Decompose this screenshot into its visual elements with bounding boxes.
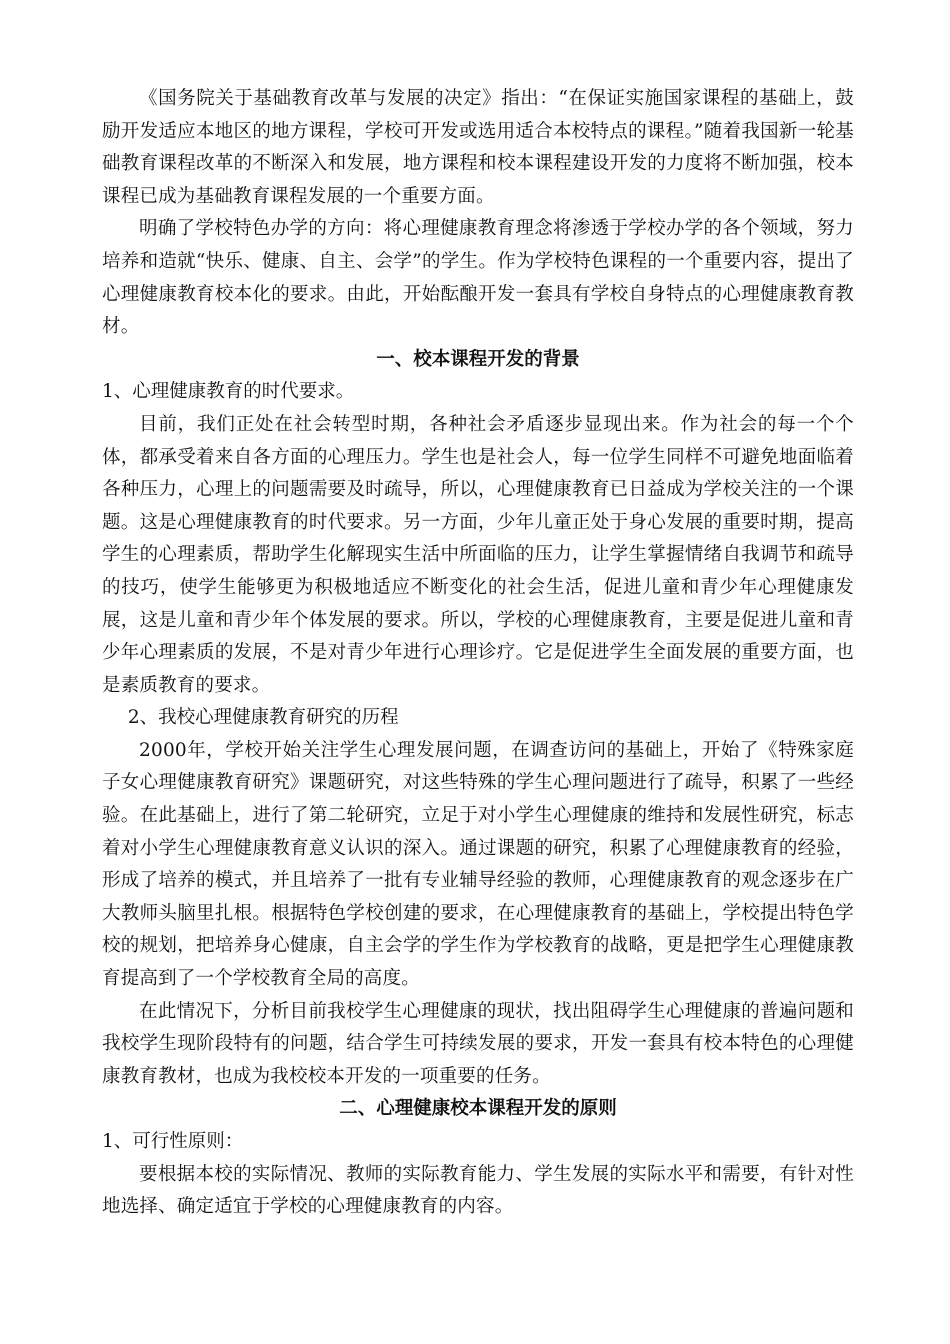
subheading-research-history: 2、我校心理健康教育研究的历程 — [127, 707, 399, 729]
section-heading-background: 一、校本课程开发的背景 — [376, 348, 580, 370]
paragraph-direction: 明确了学校特色办学的方向：将心理健康教育理念将渗透于学校办学的各个领域，努力培养和造就“快乐、健康、自主、会学”的学生。作为学校特色课程的一个重要内容，提出了心理健康教育校本化的要求。由此，开始酝酿开发一套具有学校自身特点的心理健康教育教材。 — [102, 218, 854, 338]
paragraph-intro: 《国务院关于基础教育改革与发展的决定》指出：“在保证实施国家课程的基础上，鼓励开发适应本地区的地方课程，学校可开发或选用适合本校特点的课程。”随着我国新一轮基础教育课程改革的不断深入和发展，地方课程和校本课程建设开发的力度将不断加强，校本课程已成为基础教育课程发展的一个重要方面。 — [102, 88, 854, 207]
paragraph-feasibility: 要根据本校的实际情况、教师的实际教育能力、学生发展的实际水平和需要，有针对性地选择、确定适宜于学校的心理健康教育的内容。 — [102, 1163, 854, 1218]
paragraph-current-situation: 在此情况下，分析目前我校学生心理健康的现状，找出阻碍学生心理健康的普遍问题和我校学生现阶段特有的问题，结合学生可持续发展的要求，开发一套具有校本特色的心理健康教育教材，也成为我校校本开发的一项重要的任务。 — [102, 1000, 854, 1087]
paragraph-research-history: 2000年，学校开始关注学生心理发展问题，在调查访问的基础上，开始了《特殊家庭子女心理健康教育研究》课题研究，对这些特殊的学生心理问题进行了疏导，积累了一些经验。在此基础上，进行了第二轮研究，立足于对小学生心理健康的维持和发展性研究，标志着对小学生心理健康教育意义认识的深入。通过课题的研究，积累了心理健康教育的经验，形成了培养的模式，并且培养了一批有专业辅导经验的教师，心理健康教育的观念逐步在广大教师头脑里扎根。根据特色学校创建的要求，在心理健康教育的基础上，学校提出特色学校的规划，把培养身心健康，自主会学的学生作为学校教育的战略，更是把学生心理健康教育提高到了一个学校教育全局的高度。 — [102, 739, 854, 990]
paragraph-era-requirement: 目前，我们正处在社会转型时期，各种社会矛盾逐步显现出来。作为社会的每一个个体，都承受着来自各方面的心理压力。学生也是社会人，每一位学生同样不可避免地面临着各种压力，心理上的问题需要及时疏导，所以，心理健康教育已日益成为学校关注的一个课题。这是心理健康教育的时代要求。另一方面，少年儿童正处于身心发展的重要时期，提高学生的心理素质，帮助学生化解现实生活中所面临的压力，让学生掌握情绪自我调节和疏导的技巧，使学生能够更为积极地适应不断变化的社会生活，促进儿童和青少年心理健康发展，这是儿童和青少年个体发展的要求。所以，学校的心理健康教育，主要是促进儿童和青少年心理素质的发展，不是对青少年进行心理诊疗。它是促进学生全面发展的重要方面，也是素质教育的要求。 — [102, 413, 854, 696]
section-heading-principles: 二、心理健康校本课程开发的原则 — [339, 1098, 617, 1120]
subheading-era-requirement: 1、心理健康教育的时代要求。 — [102, 381, 355, 403]
subheading-feasibility: 1、可行性原则： — [102, 1131, 244, 1152]
